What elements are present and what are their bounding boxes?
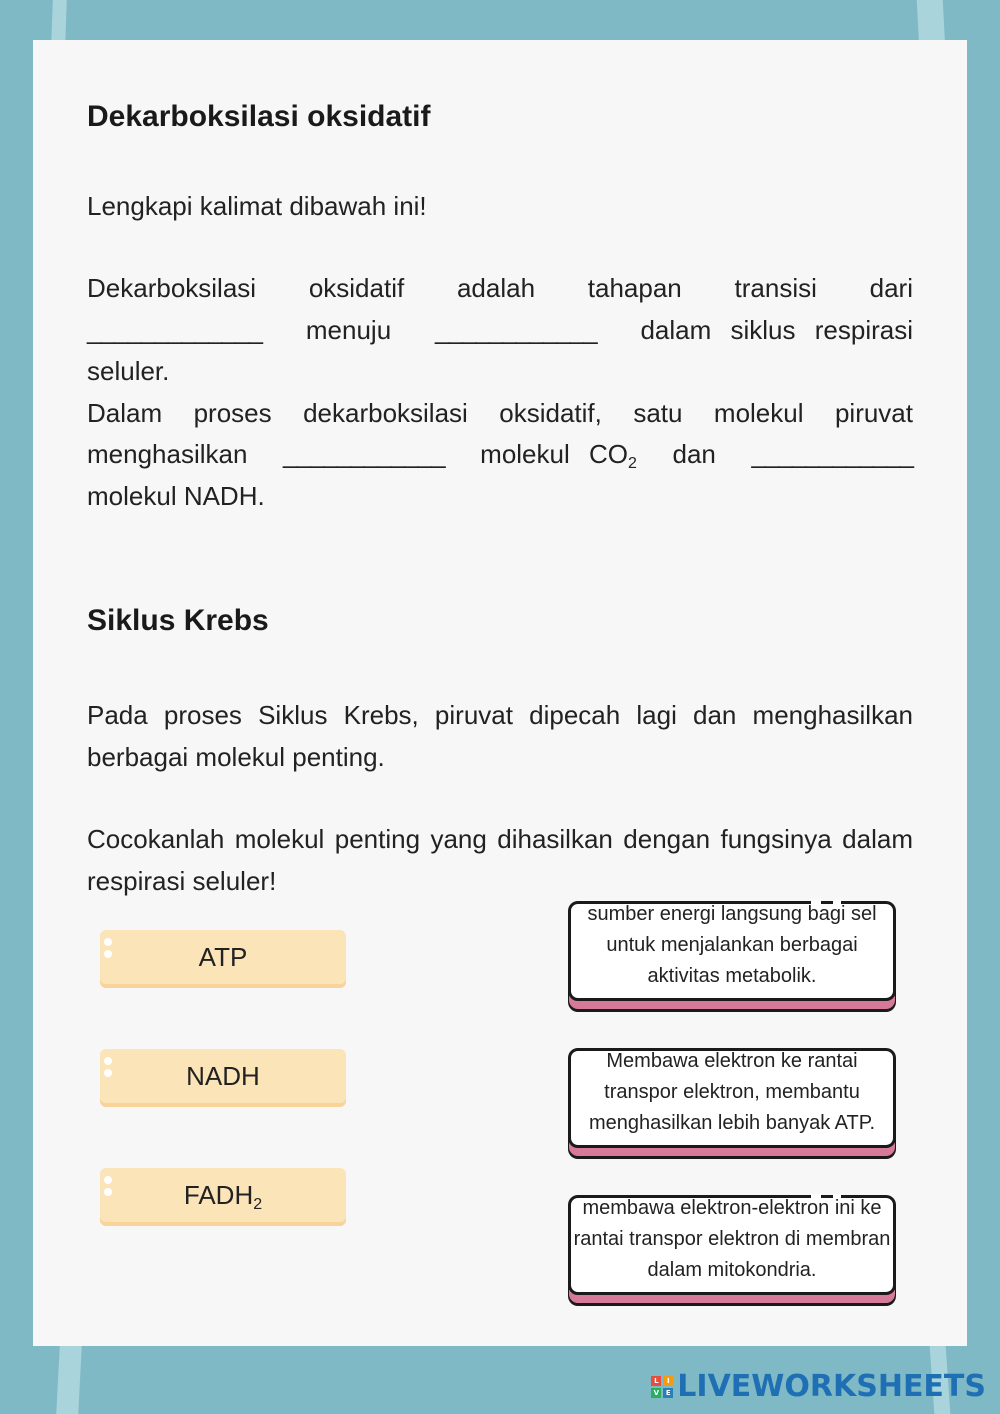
liveworksheets-logo [651,1369,986,1404]
paragraph-line [87,434,913,476]
logo-letter: I [663,1376,673,1386]
molecule-label [184,1180,262,1211]
function-card-2[interactable] [568,1048,896,1148]
blank-input-4[interactable]: ____________ [751,439,913,469]
matching-instruction-text: Cocokanlah molekul penting yang dihasilkan dengan fungsinya dalam respirasi seluler! [87,824,913,896]
word: menghasilkan [87,439,248,469]
connector-dot [104,1176,112,1184]
word: molekul CO [480,439,628,469]
paragraph-line: molekul NADH. [87,480,265,511]
blank-input-3[interactable]: ____________ [283,439,445,469]
molecule-card-fadh2[interactable] [100,1168,346,1222]
connector-dot [104,938,112,946]
blank-input-2[interactable]: ____________ [435,314,597,345]
connector-dot [104,1057,112,1065]
border-gap [627,1001,637,1007]
krebs-intro-text: Pada proses Siklus Krebs, piruvat dipecah lagi dan menghasilkan berbagai molekul penting. [87,700,913,772]
instruction-text: Lengkapi kalimat dibawah ini! [87,191,427,221]
logo-letter: V [651,1388,661,1398]
logo-letter: L [651,1376,661,1386]
paragraph-line: Dalam proses dekarboksilasi oksidatif, satu molekul piruvat [87,397,913,428]
function-text: Membawa elektron ke rantai transpor elektron, membantu menghasilkan lebih banyak ATP. [588,1050,876,1134]
word: menuju [305,314,392,345]
word: dalam siklus respirasi [640,314,913,345]
connector-dot [104,950,112,958]
decor-stripe [56,1346,82,1414]
word-co2 [480,434,637,476]
logo-letter: E [663,1388,673,1398]
paragraph-line: Dekarboksilasi oksidatif adalah tahapan transisi dari [87,273,913,303]
function-card-3[interactable] [568,1195,896,1295]
subscript: 2 [627,455,637,472]
molecule-label-text: FADH [183,1179,254,1210]
worksheet-page [33,40,967,1346]
brand-name: LIVEWORKSHEETS [677,1369,986,1404]
fill-in-paragraph [87,268,913,517]
molecule-card-atp[interactable] [100,930,346,984]
molecule-label: ATP [198,941,248,972]
paragraph-line [87,310,913,352]
subscript: 2 [253,1195,263,1213]
blank-input-1[interactable]: _____________ [87,314,262,345]
molecule-card-nadh[interactable] [100,1049,346,1103]
function-text: membawa elektron-elektron ini ke rantai transpor elektron di membran dalam mitokondria. [573,1197,891,1281]
connector-dot [104,1069,112,1077]
section-title-dekarboksilasi: Dekarboksilasi oksidatif [87,100,431,133]
section-title-krebs: Siklus Krebs [87,604,269,637]
function-text: sumber energi langsung bagi sel untuk menjalankan berbagai aktivitas metabolik. [587,903,877,987]
paragraph-line: seluler. [87,356,170,386]
function-card-1[interactable] [568,901,896,1001]
word: dan [672,439,716,469]
logo-icon [651,1374,675,1400]
connector-dot [104,1188,112,1196]
molecule-label: NADH [186,1060,260,1091]
